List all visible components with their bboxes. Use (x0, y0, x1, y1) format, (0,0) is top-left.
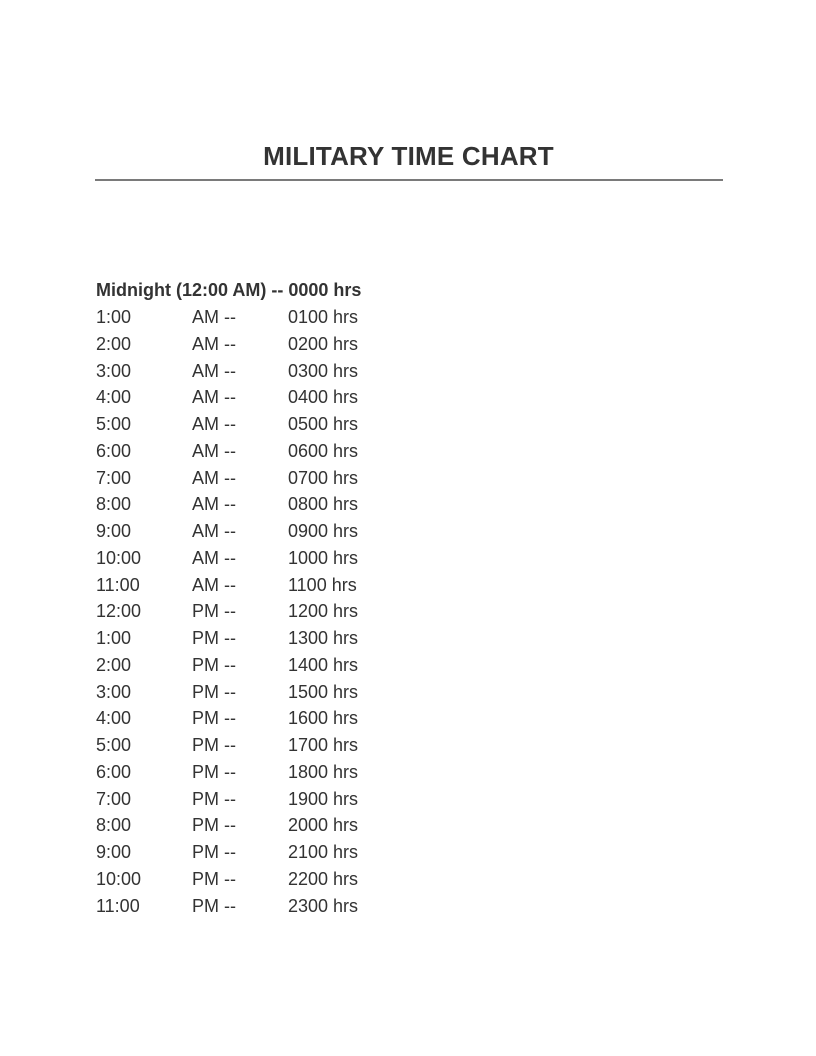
military-time-value: 1600 hrs (288, 708, 359, 729)
military-time-value: 1800 hrs (288, 761, 359, 782)
military-time-value: 0100 hrs (288, 307, 359, 327)
page-title: MILITARY TIME CHART (263, 141, 554, 171)
period-value: AM -- (192, 494, 236, 515)
time-value: 4:00 (96, 387, 132, 408)
period-value: PM -- (192, 628, 236, 648)
time-row (96, 652, 496, 679)
time-conversion-list (96, 277, 496, 919)
time-row (96, 572, 496, 599)
military-time-value: 1200 hrs (288, 601, 359, 622)
time-row (96, 545, 496, 572)
military-time-value: 0400 hrs (288, 387, 359, 408)
time-row (96, 438, 496, 465)
period-value: AM -- (192, 440, 236, 461)
period-value: AM -- (192, 387, 236, 408)
time-row (96, 839, 496, 866)
time-row (96, 304, 496, 331)
military-time-value: 1700 hrs (288, 735, 359, 755)
time-value: 6:00 (96, 440, 132, 461)
time-row (96, 465, 496, 492)
time-value: 3:00 (96, 360, 132, 381)
military-time-value: 0600 hrs (288, 440, 359, 461)
time-value: 7:00 (96, 467, 132, 488)
time-value: 9:00 (96, 521, 132, 541)
military-time-value: 1900 hrs (288, 788, 359, 809)
time-value: 12:00 (96, 601, 142, 622)
midnight-header: Midnight (12:00 AM) -- 0000 hrs (96, 280, 362, 300)
time-row (96, 866, 496, 893)
time-row (96, 893, 496, 920)
military-time-value: 0900 hrs (288, 521, 359, 541)
period-value: AM -- (192, 521, 236, 541)
time-row (96, 358, 496, 385)
time-row (96, 679, 496, 706)
military-time-value: 2100 hrs (288, 842, 359, 862)
title-divider (95, 179, 723, 181)
military-time-value: 0700 hrs (288, 467, 359, 488)
military-time-value: 1400 hrs (288, 654, 359, 675)
time-value: 8:00 (96, 494, 132, 515)
period-value: PM -- (192, 708, 236, 729)
time-value: 11:00 (96, 574, 140, 595)
time-row (96, 759, 496, 786)
time-row (96, 518, 496, 545)
period-value: PM -- (192, 815, 236, 836)
time-row (96, 598, 496, 625)
time-value: 6:00 (96, 761, 132, 782)
period-value: PM -- (192, 654, 236, 675)
period-value: PM -- (192, 895, 236, 916)
period-value: PM -- (192, 788, 236, 809)
time-value: 7:00 (96, 788, 132, 809)
military-time-value: 1000 hrs (288, 547, 359, 568)
time-value: 8:00 (96, 815, 132, 836)
time-row (96, 411, 496, 438)
time-value: 10:00 (96, 547, 142, 568)
time-value: 5:00 (96, 414, 132, 434)
time-row (96, 732, 496, 759)
period-value: AM -- (192, 414, 236, 434)
military-time-value: 0800 hrs (288, 494, 359, 515)
time-value: 2:00 (96, 654, 132, 675)
time-row (96, 812, 496, 839)
period-value: PM -- (192, 601, 236, 622)
time-row (96, 384, 496, 411)
time-value: 11:00 (96, 895, 140, 916)
period-value: AM -- (192, 574, 236, 595)
period-value: AM -- (192, 467, 236, 488)
military-time-value: 2300 hrs (288, 895, 359, 916)
military-time-value: 2200 hrs (288, 868, 359, 889)
time-value: 5:00 (96, 735, 132, 755)
time-value: 1:00 (96, 628, 132, 648)
military-time-value: 1500 hrs (288, 681, 359, 702)
period-value: PM -- (192, 761, 236, 782)
military-time-value: 0200 hrs (288, 333, 359, 354)
military-time-value: 2000 hrs (288, 815, 359, 836)
time-value: 2:00 (96, 333, 132, 354)
time-row (96, 491, 496, 518)
period-value: AM -- (192, 547, 236, 568)
military-time-value: 0300 hrs (288, 360, 359, 381)
period-value: AM -- (192, 333, 236, 354)
period-value: PM -- (192, 735, 236, 755)
period-value: AM -- (192, 360, 236, 381)
time-value: 1:00 (96, 307, 132, 327)
military-time-value: 0500 hrs (288, 414, 359, 434)
time-value: 9:00 (96, 842, 132, 862)
period-value: PM -- (192, 842, 236, 862)
period-value: PM -- (192, 681, 236, 702)
period-value: PM -- (192, 868, 236, 889)
time-rows (96, 304, 496, 919)
time-row (96, 786, 496, 813)
time-row (96, 331, 496, 358)
time-value: 10:00 (96, 868, 142, 889)
time-row (96, 625, 496, 652)
military-time-value: 1300 hrs (288, 628, 359, 648)
military-time-value: 1100 hrs (288, 574, 357, 595)
time-value: 4:00 (96, 708, 132, 729)
time-row (96, 705, 496, 732)
time-value: 3:00 (96, 681, 132, 702)
period-value: AM -- (192, 307, 236, 327)
